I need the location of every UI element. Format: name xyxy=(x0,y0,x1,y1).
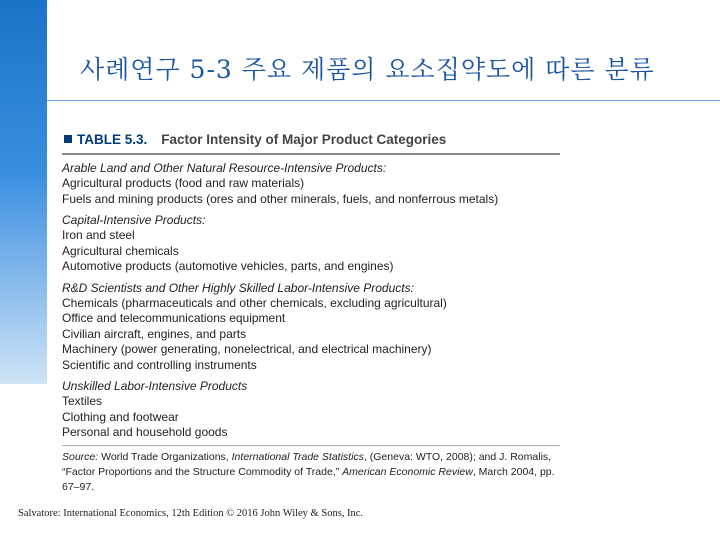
table-label: TABLE 5.3. xyxy=(77,131,148,147)
source-journal: American Economic Review xyxy=(342,465,473,478)
category-item: Office and telecommunications equipment xyxy=(62,311,286,325)
caption-square-icon xyxy=(64,135,72,143)
category-item: Agricultural products (food and raw materials) xyxy=(62,176,305,190)
category-item: Clothing and footwear xyxy=(62,409,179,424)
category-item: Textiles xyxy=(62,394,103,408)
source-text: World Trade Organizations, xyxy=(98,450,232,463)
slide-title: 사례연구 5-3 주요 제품의 요소집약도에 따른 분류 xyxy=(80,55,655,84)
category-heading: Arable Land and Other Natural Resource-Intensive Products: xyxy=(62,161,387,175)
category-heading: Capital-Intensive Products: xyxy=(62,213,206,227)
category-item: Scientific and controlling instruments xyxy=(62,357,257,372)
category-item: Agricultural chemicals xyxy=(62,243,179,258)
category-block xyxy=(62,379,560,441)
category-item: Automotive products (automotive vehicles, parts, and engines) xyxy=(62,259,394,273)
category-block xyxy=(62,161,560,207)
table-top-rule xyxy=(62,153,560,155)
category-block xyxy=(62,213,560,275)
source-publication: International Trade Statistics xyxy=(231,450,364,463)
source-text: , (Geneva: WTO, 2008); and J. Romalis, “Factor Proportions and the Structure Commodity of Trade,” xyxy=(62,450,552,478)
table-caption-text: Factor Intensity of Major Product Categories xyxy=(161,131,447,147)
category-item: Fuels and mining products (ores and other minerals, fuels, and nonferrous metals) xyxy=(62,191,499,206)
category-item: Chemicals (pharmaceuticals and other chemicals, excluding agricultural) xyxy=(62,295,447,310)
copyright-footer: Salvatore: International Economics, 12th Edition © 2016 John Wiley & Sons, Inc. xyxy=(18,508,364,519)
source-label: Source: xyxy=(62,450,99,463)
category-block xyxy=(62,281,560,374)
category-item: Iron and steel xyxy=(62,228,135,242)
table-caption xyxy=(62,128,560,150)
category-item: Civilian aircraft, engines, and parts xyxy=(62,326,247,341)
source-text: , March 2004, pp. 67–97. xyxy=(62,465,555,493)
category-item: Personal and household goods xyxy=(62,425,228,439)
category-item: Machinery (power generating, nonelectrical, and electrical machinery) xyxy=(62,342,432,356)
category-heading: Unskilled Labor-Intensive Products xyxy=(62,379,248,393)
table-bottom-rule xyxy=(62,445,560,446)
side-accent-bar xyxy=(0,0,47,384)
table-source-note xyxy=(62,449,560,495)
title-divider xyxy=(47,100,720,101)
category-heading: R&D Scientists and Other Highly Skilled Labor-Intensive Products: xyxy=(62,280,414,295)
table-figure xyxy=(62,128,560,495)
